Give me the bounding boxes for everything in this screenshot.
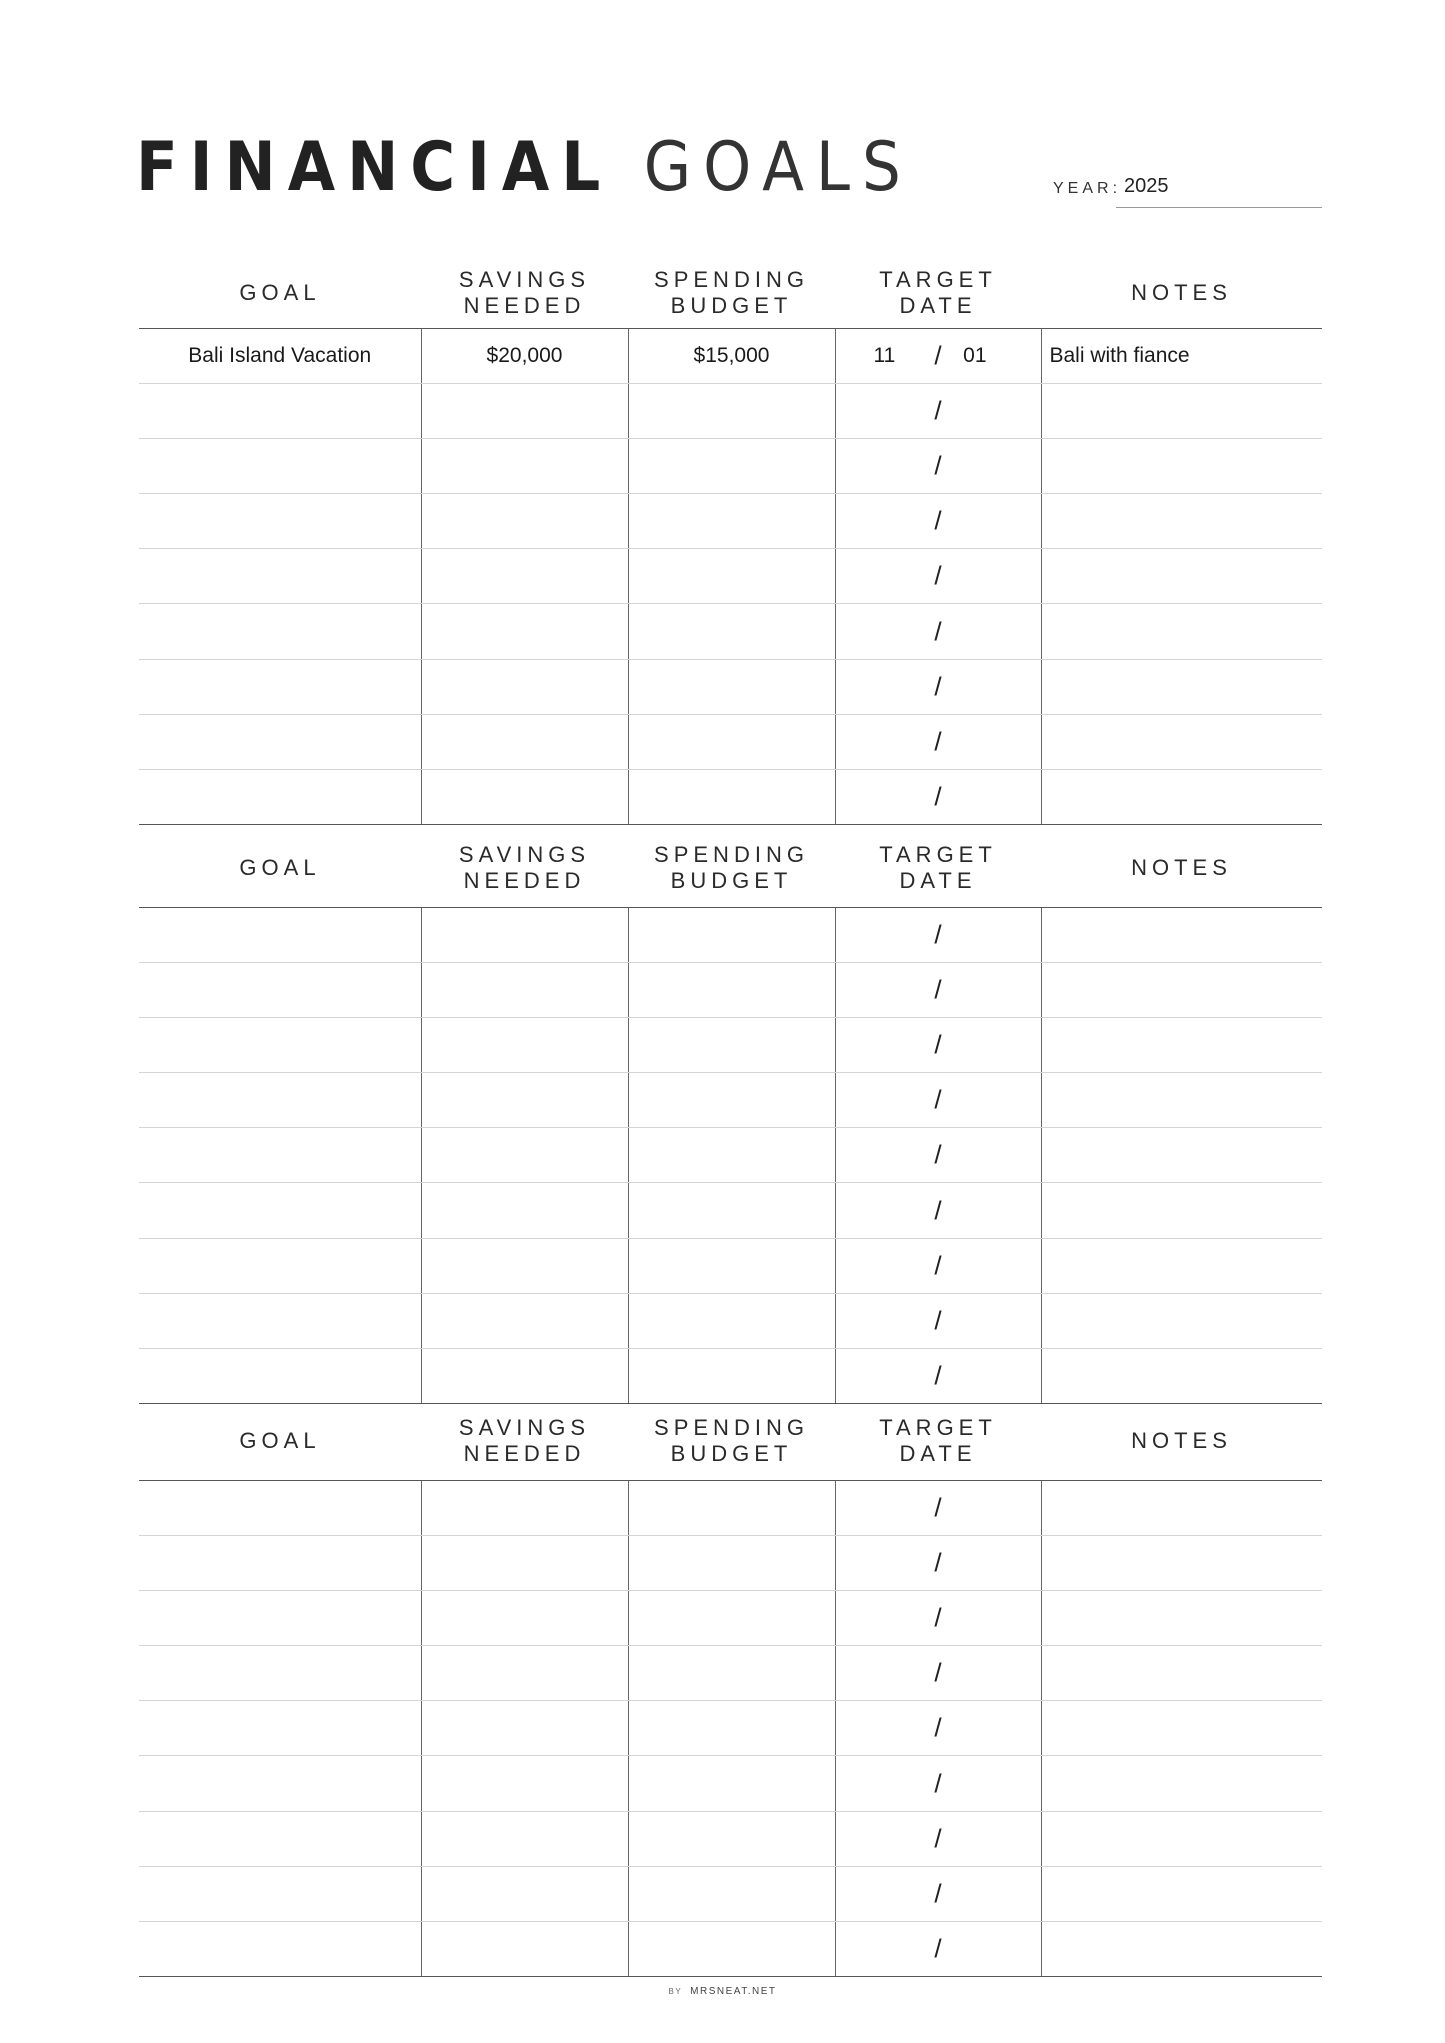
notes-cell[interactable] — [1041, 770, 1322, 825]
notes-cell[interactable] — [1041, 962, 1322, 1017]
spending-cell[interactable] — [628, 1811, 835, 1866]
spending-cell[interactable] — [628, 438, 835, 493]
header-row — [139, 258, 1322, 328]
spending-cell[interactable] — [628, 1017, 835, 1072]
target-date-cell[interactable] — [835, 659, 1041, 714]
spending-cell[interactable] — [628, 907, 835, 962]
goal-row — [139, 383, 1322, 438]
spending-cell[interactable] — [628, 1701, 835, 1756]
notes-cell[interactable] — [1041, 1480, 1322, 1535]
notes-cell[interactable] — [1041, 604, 1322, 659]
goal-row — [139, 1701, 1322, 1756]
savings-cell[interactable] — [421, 1756, 628, 1811]
goals-table-1 — [139, 258, 1322, 825]
savings-cell[interactable] — [421, 438, 628, 493]
footer-credit — [0, 1986, 1445, 1997]
savings-cell[interactable] — [421, 1238, 628, 1293]
date-slash: / — [934, 450, 942, 481]
footer-by: BY — [668, 1987, 683, 1996]
goal-cell[interactable] — [139, 438, 421, 493]
target-date-cell[interactable] — [835, 1535, 1041, 1590]
goal-row — [139, 1535, 1322, 1590]
goal-cell[interactable] — [139, 1811, 421, 1866]
target-date-cell[interactable] — [835, 1349, 1041, 1404]
target-date-cell[interactable] — [835, 549, 1041, 604]
header-savings: SAVINGS NEEDED — [421, 830, 628, 907]
spending-cell[interactable] — [628, 1922, 835, 1977]
date-slash: / — [934, 1768, 942, 1799]
date-slash: / — [934, 1602, 942, 1633]
date-slash: / — [934, 1547, 942, 1578]
spending-cell[interactable] — [628, 1349, 835, 1404]
goal-cell[interactable] — [139, 714, 421, 769]
goal-cell[interactable]: Bali Island Vacation — [139, 328, 421, 383]
spending-cell[interactable] — [628, 1183, 835, 1238]
savings-cell[interactable] — [421, 1535, 628, 1590]
header-row — [139, 830, 1322, 907]
target-date-cell[interactable] — [835, 1073, 1041, 1128]
savings-cell[interactable] — [421, 659, 628, 714]
target-date-cell[interactable] — [835, 1756, 1041, 1811]
year-input[interactable]: 2025 — [1124, 175, 1169, 197]
target-date-cell[interactable] — [835, 1017, 1041, 1072]
goal-cell[interactable] — [139, 1866, 421, 1921]
goal-row — [139, 714, 1322, 769]
target-date-cell[interactable] — [835, 1866, 1041, 1921]
date-slash: / — [934, 1084, 942, 1115]
header-spending: SPENDING BUDGET — [628, 1403, 835, 1480]
title-light: GOALS — [643, 128, 913, 207]
date-slash: / — [934, 974, 942, 1005]
goal-cell[interactable] — [139, 1128, 421, 1183]
notes-cell[interactable] — [1041, 494, 1322, 549]
goal-row — [139, 549, 1322, 604]
target-day: 01 — [963, 343, 987, 367]
target-date-cell[interactable] — [835, 1293, 1041, 1348]
savings-cell[interactable] — [421, 549, 628, 604]
goals-table-3 — [139, 1403, 1322, 1977]
notes-cell[interactable] — [1041, 1183, 1322, 1238]
header-spending: SPENDING BUDGET — [628, 258, 835, 328]
notes-cell[interactable] — [1041, 1535, 1322, 1590]
savings-cell[interactable] — [421, 383, 628, 438]
goal-row — [139, 604, 1322, 659]
savings-cell[interactable] — [421, 770, 628, 825]
goal-row — [139, 907, 1322, 962]
spending-cell[interactable] — [628, 549, 835, 604]
date-slash: / — [934, 1305, 942, 1336]
title-bold: FINANCIAL — [136, 128, 613, 207]
spending-cell[interactable] — [628, 494, 835, 549]
date-slash: / — [934, 1712, 942, 1743]
spending-cell[interactable] — [628, 1756, 835, 1811]
target-date-cell[interactable] — [835, 907, 1041, 962]
date-slash: / — [934, 1360, 942, 1391]
savings-cell[interactable] — [421, 1922, 628, 1977]
notes-cell[interactable] — [1041, 1293, 1322, 1348]
goal-row — [139, 1017, 1322, 1072]
goal-row — [139, 1756, 1322, 1811]
notes-cell[interactable]: Bali with fiance — [1041, 328, 1322, 383]
goal-row — [139, 1922, 1322, 1977]
notes-cell[interactable] — [1041, 1349, 1322, 1404]
spending-cell[interactable] — [628, 1073, 835, 1128]
notes-cell[interactable] — [1041, 1922, 1322, 1977]
notes-cell[interactable] — [1041, 1590, 1322, 1645]
savings-cell[interactable] — [421, 1017, 628, 1072]
savings-cell[interactable] — [421, 604, 628, 659]
header-notes: NOTES — [1041, 830, 1322, 907]
date-slash: / — [934, 1492, 942, 1523]
spending-cell[interactable] — [628, 1535, 835, 1590]
goal-row — [139, 1480, 1322, 1535]
target-date-cell[interactable] — [835, 1922, 1041, 1977]
date-slash: / — [934, 1657, 942, 1688]
goal-cell[interactable] — [139, 1535, 421, 1590]
goal-row — [139, 1238, 1322, 1293]
goal-cell[interactable] — [139, 1183, 421, 1238]
target-date-cell[interactable] — [835, 962, 1041, 1017]
target-date-cell[interactable] — [835, 1480, 1041, 1535]
notes-cell[interactable] — [1041, 714, 1322, 769]
savings-cell[interactable] — [421, 907, 628, 962]
target-date-cell[interactable] — [835, 714, 1041, 769]
date-slash: / — [934, 1933, 942, 1964]
target-date-cell[interactable] — [835, 1811, 1041, 1866]
spending-cell[interactable] — [628, 604, 835, 659]
target-date-cell[interactable] — [835, 770, 1041, 825]
header-target-date: TARGET DATE — [835, 830, 1041, 907]
goal-row — [139, 1293, 1322, 1348]
goal-row — [139, 328, 1322, 383]
goal-cell[interactable] — [139, 1073, 421, 1128]
date-slash: / — [934, 1139, 942, 1170]
spending-cell[interactable] — [628, 383, 835, 438]
goal-cell[interactable] — [139, 1480, 421, 1535]
goal-row — [139, 1811, 1322, 1866]
goal-cell[interactable] — [139, 1756, 421, 1811]
target-date-cell[interactable] — [835, 494, 1041, 549]
goal-cell[interactable] — [139, 1017, 421, 1072]
date-slash: / — [934, 616, 942, 647]
savings-cell[interactable] — [421, 1701, 628, 1756]
savings-cell[interactable]: $20,000 — [421, 328, 628, 383]
spending-cell[interactable] — [628, 714, 835, 769]
target-date-cell[interactable] — [835, 1238, 1041, 1293]
goal-row — [139, 770, 1322, 825]
target-date-cell[interactable] — [835, 604, 1041, 659]
goal-cell[interactable] — [139, 1293, 421, 1348]
notes-cell[interactable] — [1041, 1128, 1322, 1183]
spending-cell[interactable] — [628, 659, 835, 714]
goal-cell[interactable] — [139, 1701, 421, 1756]
date-slash: / — [934, 671, 942, 702]
goal-row — [139, 1128, 1322, 1183]
target-date-cell[interactable] — [835, 1183, 1041, 1238]
header-notes: NOTES — [1041, 258, 1322, 328]
header-savings: SAVINGS NEEDED — [421, 258, 628, 328]
goal-cell[interactable] — [139, 1922, 421, 1977]
notes-cell[interactable] — [1041, 383, 1322, 438]
date-slash: / — [934, 1195, 942, 1226]
target-date-cell[interactable] — [835, 328, 1041, 383]
goal-cell[interactable] — [139, 659, 421, 714]
date-slash: / — [934, 395, 942, 426]
savings-cell[interactable] — [421, 1349, 628, 1404]
notes-cell[interactable] — [1041, 1811, 1322, 1866]
spending-cell[interactable]: $15,000 — [628, 328, 835, 383]
goal-cell[interactable] — [139, 962, 421, 1017]
spending-cell[interactable] — [628, 1480, 835, 1535]
notes-cell[interactable] — [1041, 1017, 1322, 1072]
goal-cell[interactable] — [139, 1238, 421, 1293]
goal-row — [139, 494, 1322, 549]
savings-cell[interactable] — [421, 1073, 628, 1128]
year-underline — [1116, 207, 1322, 208]
savings-cell[interactable] — [421, 1480, 628, 1535]
spending-cell[interactable] — [628, 770, 835, 825]
notes-cell[interactable] — [1041, 907, 1322, 962]
goal-row — [139, 1866, 1322, 1921]
goal-row — [139, 1590, 1322, 1645]
date-slash: / — [934, 505, 942, 536]
goal-row — [139, 1349, 1322, 1404]
savings-cell[interactable] — [421, 494, 628, 549]
date-slash: / — [934, 781, 942, 812]
goal-row — [139, 962, 1322, 1017]
spending-cell[interactable] — [628, 1293, 835, 1348]
goal-cell[interactable] — [139, 549, 421, 604]
header-savings: SAVINGS NEEDED — [421, 1403, 628, 1480]
notes-cell[interactable] — [1041, 1866, 1322, 1921]
notes-cell[interactable] — [1041, 1073, 1322, 1128]
goal-row — [139, 1183, 1322, 1238]
goal-row — [139, 659, 1322, 714]
target-date-cell[interactable] — [835, 1646, 1041, 1701]
goal-cell[interactable] — [139, 1646, 421, 1701]
goal-row — [139, 1073, 1322, 1128]
savings-cell[interactable] — [421, 1128, 628, 1183]
savings-cell[interactable] — [421, 1811, 628, 1866]
savings-cell[interactable] — [421, 962, 628, 1017]
savings-cell[interactable] — [421, 714, 628, 769]
header-goal: GOAL — [139, 1403, 421, 1480]
target-month: 11 — [873, 343, 896, 367]
spending-cell[interactable] — [628, 962, 835, 1017]
date-slash: / — [934, 1823, 942, 1854]
header-target-date: TARGET DATE — [835, 258, 1041, 328]
goal-row — [139, 1646, 1322, 1701]
spending-cell[interactable] — [628, 1646, 835, 1701]
header-goal: GOAL — [139, 258, 421, 328]
notes-cell[interactable] — [1041, 549, 1322, 604]
goal-cell[interactable] — [139, 907, 421, 962]
goals-table-2 — [139, 830, 1322, 1404]
goal-cell[interactable] — [139, 494, 421, 549]
header-notes: NOTES — [1041, 1403, 1322, 1480]
date-slash: / — [934, 560, 942, 591]
date-slash: / — [934, 1878, 942, 1909]
savings-cell[interactable] — [421, 1293, 628, 1348]
goal-cell[interactable] — [139, 1590, 421, 1645]
savings-cell[interactable] — [421, 1590, 628, 1645]
year-label: YEAR: — [1053, 180, 1122, 197]
spending-cell[interactable] — [628, 1238, 835, 1293]
date-slash: / — [934, 726, 942, 757]
notes-cell[interactable] — [1041, 1238, 1322, 1293]
date-slash: / — [934, 919, 942, 950]
goal-cell[interactable] — [139, 770, 421, 825]
target-date-cell[interactable] — [835, 438, 1041, 493]
savings-cell[interactable] — [421, 1183, 628, 1238]
notes-cell[interactable] — [1041, 1756, 1322, 1811]
header-spending: SPENDING BUDGET — [628, 830, 835, 907]
header-row — [139, 1403, 1322, 1480]
header-target-date: TARGET DATE — [835, 1403, 1041, 1480]
footer-site: MRSNEAT.NET — [690, 1986, 777, 1997]
target-date-cell[interactable] — [835, 1590, 1041, 1645]
date-slash: / — [934, 1029, 942, 1060]
header-goal: GOAL — [139, 830, 421, 907]
spending-cell[interactable] — [628, 1128, 835, 1183]
notes-cell[interactable] — [1041, 438, 1322, 493]
target-date-cell[interactable] — [835, 1701, 1041, 1756]
goal-cell[interactable] — [139, 383, 421, 438]
goal-cell[interactable] — [139, 604, 421, 659]
savings-cell[interactable] — [421, 1866, 628, 1921]
notes-cell[interactable] — [1041, 1701, 1322, 1756]
savings-cell[interactable] — [421, 1646, 628, 1701]
goal-row — [139, 438, 1322, 493]
spending-cell[interactable] — [628, 1866, 835, 1921]
goal-cell[interactable] — [139, 1349, 421, 1404]
notes-cell[interactable] — [1041, 659, 1322, 714]
target-date-cell[interactable] — [835, 383, 1041, 438]
page-title — [136, 128, 913, 208]
date-slash: / — [934, 340, 942, 371]
spending-cell[interactable] — [628, 1590, 835, 1645]
target-date-cell[interactable] — [835, 1128, 1041, 1183]
date-slash: / — [934, 1250, 942, 1281]
notes-cell[interactable] — [1041, 1646, 1322, 1701]
